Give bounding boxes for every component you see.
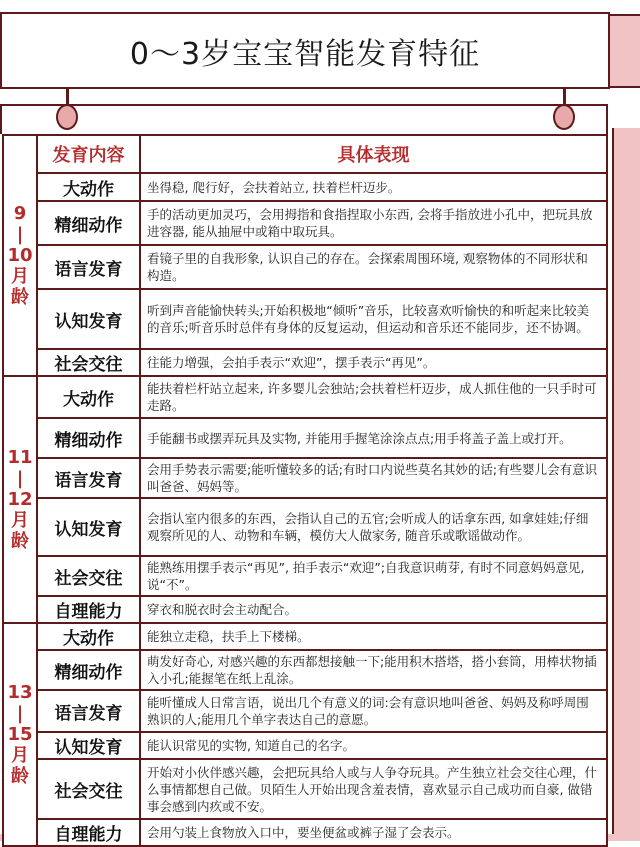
category-cell: 精细动作 — [37, 418, 140, 458]
age-label-line: 13 — [7, 682, 33, 703]
title-shadow — [18, 14, 640, 88]
page-title: 0～3岁宝宝智能发育特征 — [129, 36, 481, 72]
header-description: 具体表现 — [140, 135, 607, 173]
table-row — [3, 732, 607, 759]
age-group-2 — [3, 623, 37, 846]
category-cell: 大动作 — [37, 376, 140, 418]
age-label-line: 11 — [7, 447, 33, 468]
age-label-line: 月 — [11, 266, 29, 287]
age-label-line: 9 — [13, 203, 27, 224]
age-group-1 — [3, 376, 37, 623]
description-cell: 坐得稳, 爬行好，会扶着站立, 扶着栏杆迈步。 — [140, 173, 607, 201]
category-cell: 语言发育 — [37, 458, 140, 498]
header-row — [3, 135, 607, 173]
table-row — [3, 759, 607, 819]
table-row — [3, 289, 607, 349]
table-row — [3, 690, 607, 732]
table-row — [3, 650, 607, 690]
description-cell: 看镜子里的自我形象, 认识自己的存在。会探索周围环境, 观察物体的不同形状和构造。 — [140, 245, 607, 289]
category-cell: 认知发育 — [37, 289, 140, 349]
description-cell: 开始对小伙伴感兴趣，会把玩具给人或与人争夺玩具。产生独立社会交往心理，什么事情都想自己做。贝陌生人开始出现含羞表情，喜欢显示自己成功而自豪, 做错事会感到内疚或不安。 — [140, 759, 607, 819]
description-cell: 萌发好奇心, 对感兴趣的东西都想接触一下;能用积木搭塔，搭小套筒，用棒状物插入小孔;能握笔在纸上乱涂。 — [140, 650, 607, 690]
table-row — [3, 623, 607, 650]
category-cell: 精细动作 — [37, 201, 140, 245]
description-cell: 会用手势表示需要;能听懂较多的话;有时口内说些莫名其妙的话;有些婴儿会有意识叫爸爸、妈妈等。 — [140, 458, 607, 498]
age-label-line: 10 — [7, 245, 33, 266]
table-row — [3, 418, 607, 458]
description-cell: 会用勺装上食物放入口中，要坐便盆或裤子湿了会表示。 — [140, 819, 607, 846]
description-cell: 能熟练用摆手表示“再见”, 拍手表示“欢迎”;自我意识萌芽, 有时不同意妈妈意见, 说“不”。 — [140, 556, 607, 596]
table-row — [3, 556, 607, 596]
description-cell: 手能翻书或摆弄玩具及实物, 并能用手握笔涂涂点点;用手将盖子盖上或打开。 — [140, 418, 607, 458]
category-cell: 大动作 — [37, 173, 140, 201]
description-cell: 听到声音能愉快转头;开始积极地“倾听”音乐，比较喜欢听愉快的和听起来比较美的音乐;听音乐时总伴有身体的反复运动，但运动和音乐还不能同步，还不协调。 — [140, 289, 607, 349]
table-row — [3, 201, 607, 245]
title-box — [0, 12, 610, 89]
bead-right-icon — [553, 104, 575, 130]
table-row — [3, 819, 607, 846]
age-label-line: 月 — [11, 510, 29, 531]
age-label-line: 龄 — [11, 287, 29, 308]
age-label-line: 龄 — [11, 531, 29, 552]
header-category: 发育内容 — [37, 135, 140, 173]
category-cell: 社会交往 — [37, 759, 140, 819]
side-shadow — [612, 128, 640, 841]
table-row — [3, 596, 607, 623]
category-cell: 精细动作 — [37, 650, 140, 690]
category-cell: 社会交往 — [37, 349, 140, 376]
description-cell: 会指认室内很多的东西，会指认自己的五官;会听成人的话拿东西, 如拿娃娃;仔细观察所见的人、动物和车辆，模仿大人做家务, 随音乐或歌谣做动作。 — [140, 498, 607, 556]
category-cell: 社会交往 — [37, 556, 140, 596]
table-row — [3, 349, 607, 376]
table-row — [3, 376, 607, 418]
bead-left-icon — [56, 104, 78, 130]
age-label-line: 龄 — [11, 766, 29, 787]
age-label-line: 月 — [11, 745, 29, 766]
description-cell: 能独立走稳，扶手上下楼梯。 — [140, 623, 607, 650]
category-cell: 认知发育 — [37, 732, 140, 759]
description-cell: 往能力增强，会拍手表示“欢迎”，摆手表示“再见”。 — [140, 349, 607, 376]
description-cell: 穿衣和脱衣时会主动配合。 — [140, 596, 607, 623]
category-cell: 语言发育 — [37, 690, 140, 732]
table-row — [3, 458, 607, 498]
category-cell: 自理能力 — [37, 819, 140, 846]
description-cell: 能扶着栏杆站立起来, 许多婴儿会独站;会扶着栏杆迈步，成人抓住他的一只手时可走路。 — [140, 376, 607, 418]
hanger-bar — [0, 104, 608, 134]
category-cell: 自理能力 — [37, 596, 140, 623]
category-cell: 语言发育 — [37, 245, 140, 289]
age-label-line: | — [16, 468, 24, 489]
category-cell: 大动作 — [37, 623, 140, 650]
age-group-9-10 — [3, 135, 37, 376]
age-label-line: | — [16, 224, 24, 245]
table-row — [3, 498, 607, 556]
age-label-line: 12 — [7, 489, 33, 510]
development-table — [2, 134, 608, 847]
age-label-line: 15 — [7, 724, 33, 745]
description-cell: 能听懂成人日常言语，说出几个有意义的词:会有意识地叫爸爸、妈妈及称呼周围熟识的人;能用几个单字表达自己的意愿。 — [140, 690, 607, 732]
table-row — [3, 245, 607, 289]
category-cell: 认知发育 — [37, 498, 140, 556]
age-label-line: | — [16, 703, 24, 724]
table-row — [3, 173, 607, 201]
description-cell: 能认识常见的实物, 知道自己的名字。 — [140, 732, 607, 759]
description-cell: 手的活动更加灵巧，会用拇指和食指捏取小东西, 会将手指放进小孔中，把玩具放进容器, 能从抽屉中或箱中取玩具。 — [140, 201, 607, 245]
